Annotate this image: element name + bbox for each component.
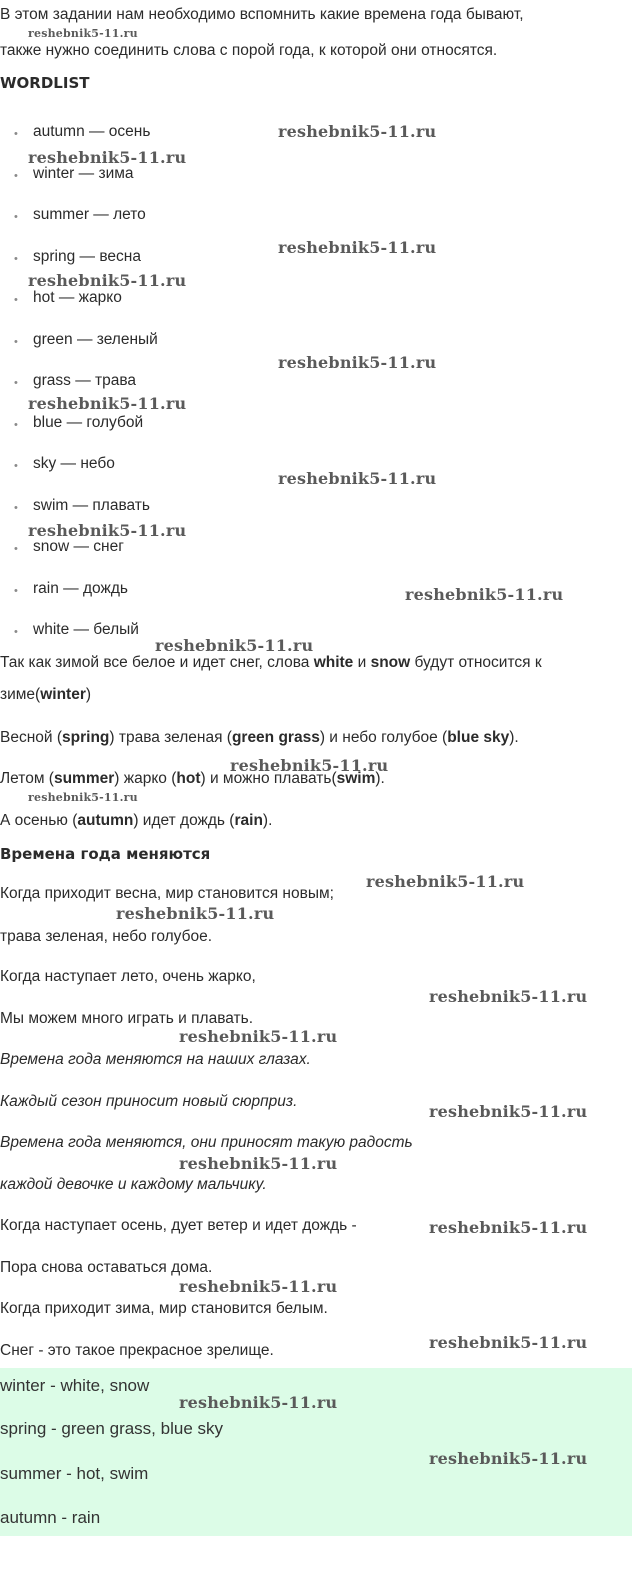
- watermark: reshebnik5-11.ru: [278, 469, 437, 488]
- bullet-icon: •: [14, 170, 18, 182]
- list-item: autumn — осень: [33, 123, 151, 140]
- explanation-paragraph: зиме(winter): [0, 686, 92, 703]
- watermark: reshebnik5-11.ru: [429, 987, 588, 1006]
- bullet-icon: •: [14, 502, 18, 514]
- watermark: reshebnik5-11.ru: [28, 394, 187, 413]
- intro-line-2: также нужно соединить слова с порой года, к которой они относятся.: [0, 42, 498, 59]
- poem-line: Времена года меняются, они приносят такую радость: [0, 1134, 413, 1151]
- list-item: blue — голубой: [33, 414, 144, 431]
- bullet-icon: •: [14, 336, 18, 348]
- watermark: reshebnik5-11.ru: [405, 585, 564, 604]
- watermark: reshebnik5-11.ru: [429, 1333, 588, 1352]
- poem-line: каждой девочке и каждому мальчику.: [0, 1176, 267, 1193]
- poem-line: Снег - это такое прекрасное зрелище.: [0, 1342, 274, 1359]
- watermark: reshebnik5-11.ru: [179, 1154, 338, 1173]
- watermark: reshebnik5-11.ru: [179, 1393, 338, 1412]
- poem-heading: Времена года меняются: [0, 845, 211, 863]
- list-item: swim — плавать: [33, 497, 150, 514]
- watermark: reshebnik5-11.ru: [366, 872, 525, 891]
- poem-line: Когда приходит весна, мир становится новым;: [0, 885, 334, 902]
- poem-line: Мы можем много играть и плавать.: [0, 1010, 254, 1027]
- list-item: summer — лето: [33, 206, 146, 223]
- poem-line: Когда приходит зима, мир становится белым.: [0, 1300, 328, 1317]
- answer-line: autumn - rain: [0, 1508, 101, 1527]
- bullet-icon: •: [14, 543, 18, 555]
- list-item: snow — снег: [33, 538, 124, 555]
- answer-line: summer - hot, swim: [0, 1464, 149, 1483]
- poem-line: Когда наступает лето, очень жарко,: [0, 968, 256, 985]
- bullet-icon: •: [14, 377, 18, 389]
- poem-line: Каждый сезон приносит новый сюрприз.: [0, 1093, 298, 1110]
- list-item: grass — трава: [33, 372, 137, 389]
- watermark: reshebnik5-11.ru: [278, 353, 437, 372]
- watermark: reshebnik5-11.ru: [155, 636, 314, 655]
- watermark: reshebnik5-11.ru: [28, 521, 187, 540]
- list-item: sky — небо: [33, 455, 115, 472]
- watermark: reshebnik5-11.ru: [230, 756, 389, 775]
- list-item: white — белый: [33, 621, 139, 638]
- watermark: reshebnik5-11.ru: [179, 1027, 338, 1046]
- list-item: green — зеленый: [33, 331, 158, 348]
- watermark: reshebnik5-11.ru: [429, 1218, 588, 1237]
- list-item: winter — зима: [33, 165, 134, 182]
- watermark: reshebnik5-11.ru: [278, 238, 437, 257]
- watermark: reshebnik5-11.ru: [429, 1102, 588, 1121]
- bullet-icon: •: [14, 253, 18, 265]
- poem-line: Когда наступает осень, дует ветер и идет дождь -: [0, 1217, 357, 1234]
- watermark: reshebnik5-11.ru: [179, 1277, 338, 1296]
- bullet-icon: •: [14, 585, 18, 597]
- wordlist-heading: WORDLIST: [0, 74, 90, 92]
- watermark: reshebnik5-11.ru: [278, 122, 437, 141]
- watermark: reshebnik5-11.ru: [116, 904, 275, 923]
- explanation-paragraph: Весной (spring) трава зеленая (green grass) и небо голубое (blue sky).: [0, 729, 519, 746]
- bullet-icon: •: [14, 419, 18, 431]
- poem-line: трава зеленая, небо голубое.: [0, 928, 213, 945]
- bullet-icon: •: [14, 626, 18, 638]
- watermark: reshebnik5-11.ru: [28, 27, 138, 40]
- intro-line-1: В этом задании нам необходимо вспомнить какие времена года бывают,: [0, 6, 524, 23]
- watermark: reshebnik5-11.ru: [28, 148, 187, 167]
- list-item: rain — дождь: [33, 580, 128, 597]
- bullet-icon: •: [14, 128, 18, 140]
- poem-line: Пора снова оставаться дома.: [0, 1259, 213, 1276]
- bullet-icon: •: [14, 294, 18, 306]
- explanation-paragraph: Так как зимой все белое и идет снег, слова white и snow будут относится к: [0, 654, 542, 671]
- explanation-paragraph: А осенью (autumn) идет дождь (rain).: [0, 812, 273, 829]
- watermark: reshebnik5-11.ru: [28, 791, 138, 804]
- bullet-icon: •: [14, 460, 18, 472]
- list-item: spring — весна: [33, 248, 141, 265]
- explanation-paragraph: Летом (summer) жарко (hot) и можно плавать(swim).: [0, 770, 385, 787]
- answer-line: spring - green grass, blue sky: [0, 1419, 223, 1438]
- watermark: reshebnik5-11.ru: [429, 1449, 588, 1468]
- bullet-icon: •: [14, 211, 18, 223]
- watermark: reshebnik5-11.ru: [28, 271, 187, 290]
- answer-line: winter - white, snow: [0, 1376, 150, 1395]
- poem-line: Времена года меняются на наших глазах.: [0, 1051, 311, 1068]
- list-item: hot — жарко: [33, 289, 122, 306]
